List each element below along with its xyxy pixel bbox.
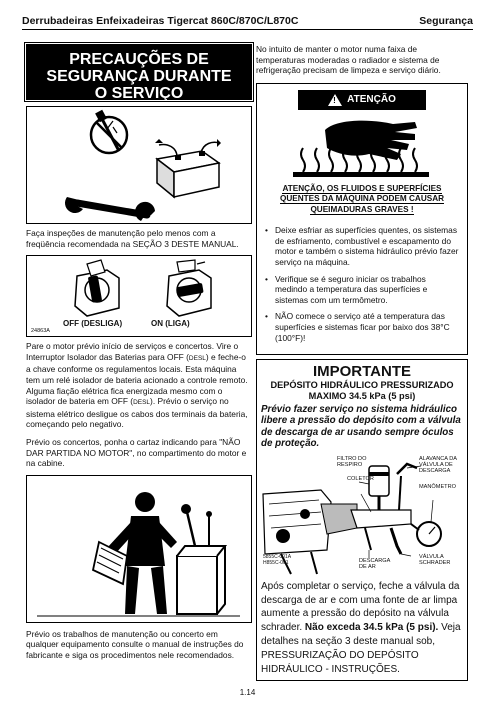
do-not-start-paragraph: Prévio os concertos, ponha o cartaz indicando para "NÃO DAR PARTIDA NO MOTOR", no compartimento do motor e na cabine. bbox=[26, 436, 247, 469]
important-lead: Prévio fazer serviço no sistema hidráulico libere a pressão do depósito com a válvula de descarga de ar usando sempre óculos de proteção. bbox=[261, 403, 461, 450]
read-manual-illustration bbox=[26, 475, 252, 623]
warning-headline-text: ATENÇÃO, OS FLUIDOS E SUPERFÍCIES QUENTES DA MÁQUINA PODEM CAUSAR QUEIMADURAS GRAVES ! bbox=[279, 183, 445, 214]
figure-id: 24863A bbox=[31, 328, 50, 335]
left-column bbox=[26, 44, 252, 661]
hot-surface-hand-icon bbox=[265, 114, 459, 178]
label-collector: COLETOR bbox=[347, 475, 374, 482]
label-discharge-lever: ALAVANCA DA VÁLVULA DE DESCARGA bbox=[419, 455, 457, 475]
warning-badge-label: ATENÇÃO bbox=[347, 94, 396, 106]
warning-bullet-2: • Verifique se é seguro iniciar os trabalhos medindo a temperatura das superfícies e sistemas com um termômetro. bbox=[265, 274, 459, 306]
warning-triangle-icon: ! bbox=[328, 94, 342, 106]
important-body-part-a: Após completar o serviço, feche a válvula da descarga de ar e com uma fonte de ar limpa aumente a pressão do depósito na válvula schrader. bbox=[261, 580, 460, 634]
warning-bullet-3: • NÃO comece o serviço até a temperatura das superfícies e sistemas ficar por baixo dos 38°C (100°F)! bbox=[265, 311, 459, 343]
label-breather-filter: FILTRO DO RESPIRO bbox=[337, 455, 367, 468]
label-air-discharge: DESCARGA DE AR bbox=[359, 557, 391, 570]
no-tools-icon bbox=[27, 107, 250, 222]
para2-small-2: DESL bbox=[133, 399, 151, 407]
title-line-2: SEGURANÇA DURANTE bbox=[46, 68, 232, 85]
page-header bbox=[22, 14, 473, 30]
battery-isolator-switch-icon bbox=[27, 256, 250, 336]
warning-bullet-list bbox=[265, 225, 459, 343]
right-column bbox=[256, 44, 468, 681]
label-gauge: MANÔMETRO bbox=[419, 483, 456, 490]
para2-part-a: Pare o motor prévio início de serviços e concertos. Vire o Interruptor Isolador das Baterias para OFF ( bbox=[26, 341, 239, 362]
title-line-1: PRECAUÇÕES DE bbox=[69, 51, 209, 68]
para2-part-b: ) e feche-o a chave conforme os regulamentos locais. Esta máquina tem um relé isolador de bateria acionado a controle remoto. Alguma fiação elétrica fica energizada mesmo com o isolador de bateria em OFF ( bbox=[26, 351, 248, 407]
important-body bbox=[261, 580, 463, 677]
header-section: Segurança bbox=[419, 15, 473, 27]
hydraulic-tank-figure bbox=[261, 454, 463, 576]
switch-on-label: ON (LIGA) bbox=[151, 319, 190, 329]
warning-badge bbox=[298, 90, 426, 110]
page-number: 1.14 bbox=[239, 688, 256, 697]
cooling-intro: No intuito de manter o motor numa faixa de temperaturas moderadas o radiador e sistema de refrigeração precisam de limpeza e serviço diário. bbox=[256, 44, 441, 76]
important-body-bold: Não exceda 34.5 kPa (5 psi). bbox=[304, 622, 439, 634]
person-reading-manual-icon bbox=[27, 476, 250, 621]
para2-small-1: DESL bbox=[188, 354, 206, 362]
stop-engine-paragraph bbox=[26, 341, 252, 430]
battery-switch-figure bbox=[26, 255, 252, 337]
important-title: IMPORTANTE bbox=[312, 362, 412, 380]
header-title: Derrubadeiras Enfeixadeiras Tigercat 860C/870C/L870C bbox=[22, 15, 299, 27]
no-tools-illustration bbox=[26, 106, 252, 224]
switch-off-label: OFF (DESLIGA) bbox=[63, 319, 123, 329]
warning-box bbox=[256, 83, 468, 355]
warning-headline bbox=[265, 184, 459, 216]
para2-part-c: ). Prévio o serviço no sistema elétrico desligue os cabos dos terminais da bateria, começando pelo negativo. bbox=[26, 396, 248, 430]
important-box bbox=[256, 359, 468, 682]
title-line-3: O SERVIÇO bbox=[94, 85, 184, 102]
important-body-part-b: Veja detalhes na seção 3 deste manual sob, PRESSURIZAÇÃO DO DEPÓSITO HIDRÁULICO - INSTRUÇÕES. bbox=[261, 622, 461, 675]
label-figure-id: 5855C-001A H855C-001 bbox=[263, 553, 291, 566]
label-schrader-valve: VÁLVULA SCHRADER bbox=[419, 553, 451, 566]
important-subtitle: DEPÓSITO HIDRÁULICO PRESSURIZADO MAXIMO 34.5 kPa (5 psi) bbox=[270, 379, 454, 401]
section-title bbox=[26, 44, 252, 100]
inspection-paragraph: Faça inspeções de manutenção pelo menos com a freqüência recomendada na SEÇÃO 3 DESTE MANUAL. bbox=[26, 228, 239, 249]
manufacturer-manual-paragraph: Prévio os trabalhos de manutenção ou concerto em qualquer equipamento consulte o manual de instruções do fabricante e siga os procedimentos nele recomendados. bbox=[26, 628, 244, 660]
warning-bullet-1: • Deixe esfriar as superfícies quentes, os sistemas de esfriamento, combustível e escapamento do motor e também o sistema hidráulico prévio fazer serviço na máquina. bbox=[265, 225, 459, 267]
